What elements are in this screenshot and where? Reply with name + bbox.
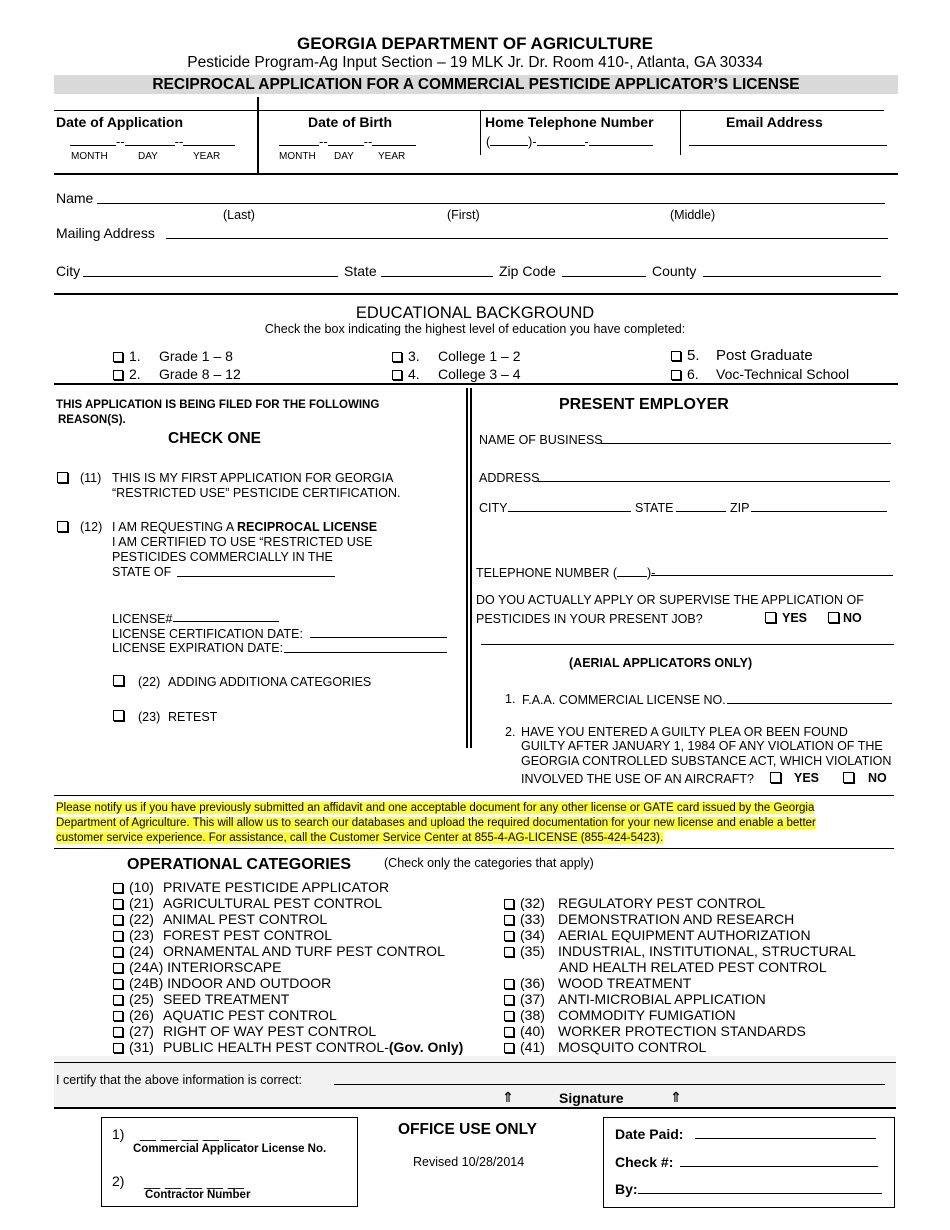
reason-23-text: RETEST bbox=[168, 710, 218, 724]
aerial-no-option[interactable]: NO bbox=[843, 771, 887, 785]
first-caption: (First) bbox=[447, 208, 480, 222]
date-of-birth-label: Date of Birth bbox=[308, 114, 392, 130]
education-title: EDUCATIONAL BACKGROUND bbox=[355, 304, 595, 322]
aerial-yes-option[interactable]: YES bbox=[770, 771, 819, 785]
education-option-5[interactable]: 5. Post Graduate bbox=[671, 347, 813, 364]
county-field[interactable] bbox=[703, 265, 881, 280]
employer-address-label: ADDRESS bbox=[479, 471, 540, 485]
reasons-heading: THIS APPLICATION IS BEING FILED FOR THE FOLLOWING bbox=[56, 399, 380, 411]
license-number-field[interactable] bbox=[173, 610, 279, 625]
category-25[interactable]: (25) SEED TREATMENT bbox=[113, 991, 463, 1007]
license-number-label: LICENSE# bbox=[112, 612, 173, 626]
apply-question: DO YOU ACTUALLY APPLY OR SUPERVISE THE APPLICATION OF bbox=[476, 593, 864, 607]
aerial-q1-num: 1. bbox=[505, 692, 516, 706]
divider bbox=[257, 97, 259, 174]
reason-22-code: (22) bbox=[138, 675, 161, 689]
education-option-4[interactable]: 4. College 3 – 4 bbox=[392, 366, 521, 382]
category-32[interactable]: (32) REGULATORY PEST CONTROL bbox=[504, 895, 856, 911]
by-label: By: bbox=[615, 1181, 638, 1197]
column-divider bbox=[466, 388, 468, 748]
revised-date: Revised 10/28/2014 bbox=[413, 1155, 525, 1169]
month-caption: MONTH bbox=[71, 151, 108, 162]
employer-title: PRESENT EMPLOYER bbox=[559, 396, 729, 413]
license-number-blanks[interactable]: __ __ __ __ __ bbox=[140, 1125, 241, 1141]
aerial-q2-text: GEORGIA CONTROLLED SUBSTANCE ACT, WHICH VIOLATION bbox=[521, 754, 892, 768]
aerial-q2-text: HAVE YOU ENTERED A GUILTY PLEA OR BEEN FOUND bbox=[521, 725, 848, 739]
name-label: Name bbox=[56, 190, 94, 206]
apply-no-option[interactable]: NO bbox=[828, 611, 862, 625]
certify-statement: I certify that the above information is correct: bbox=[56, 1073, 302, 1087]
notice-line: customer service experience. For assistance, call the Customer Service Center at 855-4-AG-LICENSE (855-424-5423). bbox=[56, 832, 664, 844]
category-21[interactable]: (21) AGRICULTURAL PEST CONTROL bbox=[113, 895, 463, 911]
birth-date-field[interactable]: -- -- bbox=[279, 134, 416, 149]
contractor-number-caption: Contractor Number bbox=[145, 1189, 251, 1201]
section-rule bbox=[54, 848, 894, 849]
employer-zip-field[interactable] bbox=[751, 500, 887, 515]
apply-question: PESTICIDES IN YOUR PRESENT JOB? bbox=[476, 612, 703, 626]
license-number-caption: Commercial Applicator License No. bbox=[133, 1143, 327, 1155]
date-paid-field[interactable] bbox=[695, 1127, 876, 1142]
category-24a[interactable]: (24A) INTERIORSCAPE bbox=[113, 959, 463, 975]
reason-12-text: PESTICIDES COMMERCIALLY IN THE bbox=[112, 550, 333, 564]
office-item-2-number: 2) bbox=[112, 1173, 125, 1189]
email-field[interactable] bbox=[689, 134, 887, 149]
category-41[interactable]: (41) MOSQUITO CONTROL bbox=[504, 1039, 856, 1055]
form-title: RECIPROCAL APPLICATION FOR A COMMERCIAL PESTICIDE APPLICATOR’S LICENSE bbox=[152, 76, 800, 93]
reason-11-text: “RESTRICTED USE” PESTICIDE CERTIFICATION. bbox=[112, 486, 401, 500]
home-phone-label: Home Telephone Number bbox=[485, 114, 654, 130]
reason-22-checkbox[interactable] bbox=[113, 673, 130, 688]
category-24[interactable]: (24) ORNAMENTAL AND TURF PEST CONTROL bbox=[113, 943, 463, 959]
reason-12-text: I AM CERTIFIED TO USE “RESTRICTED USE bbox=[112, 535, 373, 549]
section-rule bbox=[54, 173, 898, 175]
state-of-label: STATE OF bbox=[112, 565, 172, 579]
state-field[interactable] bbox=[381, 265, 493, 280]
aerial-q2-text: GUILTY AFTER JANUARY 1, 1984 OF ANY VIOLATION OF THE bbox=[521, 739, 883, 753]
education-option-1[interactable]: 1. Grade 1 – 8 bbox=[113, 348, 233, 364]
education-option-3[interactable]: 3. College 1 – 2 bbox=[392, 348, 521, 364]
check-number-label: Check #: bbox=[615, 1154, 674, 1170]
reason-12-text: I AM REQUESTING A RECIPROCAL LICENSE bbox=[112, 520, 378, 534]
reason-11-code: (11) bbox=[80, 471, 102, 485]
employer-rule bbox=[481, 644, 894, 645]
reason-12-checkbox[interactable] bbox=[57, 519, 74, 534]
reason-23-code: (23) bbox=[138, 710, 161, 724]
reason-11-checkbox[interactable] bbox=[57, 470, 74, 485]
category-35-continued: AND HEALTH RELATED PEST CONTROL bbox=[559, 959, 827, 975]
year-caption: YEAR bbox=[193, 151, 221, 162]
employer-zip-label: ZIP bbox=[730, 501, 750, 515]
category-38[interactable]: (38) COMMODITY FUMIGATION bbox=[504, 1007, 856, 1023]
date-paid-label: Date Paid: bbox=[615, 1126, 684, 1142]
name-field[interactable] bbox=[97, 192, 885, 207]
aerial-q2-text: INVOLVED THE USE OF AN AIRCRAFT? bbox=[521, 772, 754, 786]
arrow-up-icon: ⇑ bbox=[502, 1089, 514, 1105]
zip-label: Zip Code bbox=[499, 263, 556, 279]
category-35[interactable]: (35) INDUSTRIAL, INSTITUTIONAL, STRUCTURAL bbox=[504, 943, 856, 959]
mailing-address-label: Mailing Address bbox=[56, 225, 155, 241]
column-divider bbox=[470, 388, 472, 748]
license-cert-date-field[interactable] bbox=[310, 626, 447, 641]
city-field[interactable] bbox=[83, 265, 338, 280]
employer-city-field[interactable] bbox=[508, 500, 631, 515]
date-of-application-label: Date of Application bbox=[56, 114, 184, 130]
reason-22-text: ADDING ADDITIONA CATEGORIES bbox=[168, 675, 372, 689]
application-date-field[interactable]: -- -- bbox=[70, 134, 235, 149]
category-40[interactable]: (40) WORKER PROTECTION STANDARDS bbox=[504, 1023, 856, 1039]
notice-line: Please notify us if you have previously submitted an affidavit and one acceptable document for any other license or GATE card issued by the Georgia bbox=[56, 802, 815, 814]
state-label: State bbox=[344, 263, 377, 279]
category-list-left bbox=[113, 879, 463, 1055]
day-caption: DAY bbox=[334, 151, 354, 162]
contractor-number-blanks[interactable]: __ __ __ __ __ bbox=[144, 1173, 245, 1189]
certify-rule bbox=[54, 1062, 896, 1063]
category-31[interactable]: (31) PUBLIC HEALTH PEST CONTROL-(Gov. Only) bbox=[113, 1039, 463, 1055]
education-option-2[interactable]: 2. Grade 8 – 12 bbox=[113, 366, 241, 382]
category-37[interactable]: (37) ANTI-MICROBIAL APPLICATION bbox=[504, 991, 856, 1007]
agency-title: GEORGIA DEPARTMENT OF AGRICULTURE bbox=[296, 34, 654, 53]
notice-line: Department of Agriculture. This will allow us to search our databases and upload the required documentation for your new license and enable a better bbox=[56, 817, 816, 829]
category-list-right bbox=[504, 895, 856, 1055]
notice-text bbox=[56, 801, 816, 846]
reason-11-text: THIS IS MY FIRST APPLICATION FOR GEORGIA bbox=[112, 471, 394, 485]
by-field[interactable] bbox=[638, 1182, 882, 1197]
employer-state-field[interactable] bbox=[676, 500, 726, 515]
office-use-title: OFFICE USE ONLY bbox=[398, 1121, 537, 1138]
divider bbox=[480, 110, 481, 155]
category-23[interactable]: (23) FOREST PEST CONTROL bbox=[113, 927, 463, 943]
employer-phone-field[interactable] bbox=[651, 564, 893, 579]
faa-license-label: F.A.A. COMMERCIAL LICENSE NO. bbox=[522, 693, 726, 707]
middle-caption: (Middle) bbox=[670, 208, 716, 222]
education-option-6[interactable]: 6. Voc-Technical School bbox=[671, 366, 849, 382]
month-caption: MONTH bbox=[279, 151, 316, 162]
check-number-field[interactable] bbox=[680, 1155, 878, 1170]
last-caption: (Last) bbox=[223, 208, 255, 222]
business-name-field[interactable] bbox=[601, 432, 891, 447]
email-label: Email Address bbox=[726, 114, 823, 130]
employer-phone-label: TELEPHONE NUMBER ( )- bbox=[476, 566, 656, 580]
divider bbox=[680, 110, 681, 155]
home-phone-field[interactable]: ( )- - bbox=[486, 134, 653, 149]
aerial-title: (AERIAL APPLICATORS ONLY) bbox=[569, 656, 753, 670]
section-rule bbox=[54, 383, 898, 385]
category-26[interactable]: (26) AQUATIC PEST CONTROL bbox=[113, 1007, 463, 1023]
employer-state-label: STATE bbox=[635, 501, 674, 515]
license-exp-date-label: LICENSE EXPIRATION DATE: bbox=[112, 641, 284, 655]
employer-address-field[interactable] bbox=[538, 470, 890, 485]
business-name-label: NAME OF BUSINESS bbox=[479, 433, 603, 447]
state-of-field[interactable] bbox=[177, 565, 335, 580]
signature-label: Signature bbox=[559, 1090, 624, 1106]
zip-field[interactable] bbox=[562, 265, 646, 280]
education-instruction: Check the box indicating the highest level of education you have completed: bbox=[264, 322, 686, 336]
faa-license-field[interactable] bbox=[727, 692, 892, 707]
top-row-rule bbox=[54, 110, 884, 111]
apply-yes-option[interactable]: YES bbox=[765, 611, 807, 625]
license-cert-date-label: LICENSE CERTIFICATION DATE: bbox=[112, 627, 303, 641]
check-one-label: CHECK ONE bbox=[168, 430, 262, 447]
category-22[interactable]: (22) ANIMAL PEST CONTROL bbox=[113, 911, 463, 927]
reason-12-code: (12) bbox=[80, 520, 103, 534]
day-caption: DAY bbox=[138, 151, 158, 162]
year-caption: YEAR bbox=[378, 151, 406, 162]
office-item-1-number: 1) bbox=[112, 1126, 125, 1142]
reason-23-checkbox[interactable] bbox=[113, 708, 130, 723]
section-rule bbox=[54, 795, 894, 796]
categories-title: OPERATIONAL CATEGORIES bbox=[127, 856, 352, 873]
category-27[interactable]: (27) RIGHT OF WAY PEST CONTROL bbox=[113, 1023, 463, 1039]
mailing-address-field[interactable] bbox=[166, 227, 888, 242]
section-rule bbox=[54, 293, 898, 295]
aerial-q2-num: 2. bbox=[505, 725, 516, 739]
license-exp-date-field[interactable] bbox=[284, 641, 447, 656]
county-label: County bbox=[652, 263, 697, 279]
category-36[interactable]: (36) WOOD TREATMENT bbox=[504, 975, 856, 991]
section-rule bbox=[54, 1107, 896, 1109]
categories-note: (Check only the categories that apply) bbox=[384, 856, 594, 870]
category-24b[interactable]: (24B) INDOOR AND OUTDOOR bbox=[113, 975, 463, 991]
arrow-up-icon: ⇑ bbox=[670, 1089, 682, 1105]
category-33[interactable]: (33) DEMONSTRATION AND RESEARCH bbox=[504, 911, 856, 927]
category-10[interactable]: (10) PRIVATE PESTICIDE APPLICATOR bbox=[113, 879, 463, 895]
category-34[interactable]: (34) AERIAL EQUIPMENT AUTHORIZATION bbox=[504, 927, 856, 943]
signature-field[interactable] bbox=[334, 1073, 885, 1088]
agency-address: Pesticide Program-Ag Input Section – 19 MLK Jr. Dr. Room 410-, Atlanta, GA 30334 bbox=[187, 54, 763, 71]
employer-city-label: CITY bbox=[479, 501, 508, 515]
reasons-heading: REASON(S). bbox=[58, 414, 126, 426]
city-label: City bbox=[56, 263, 81, 279]
